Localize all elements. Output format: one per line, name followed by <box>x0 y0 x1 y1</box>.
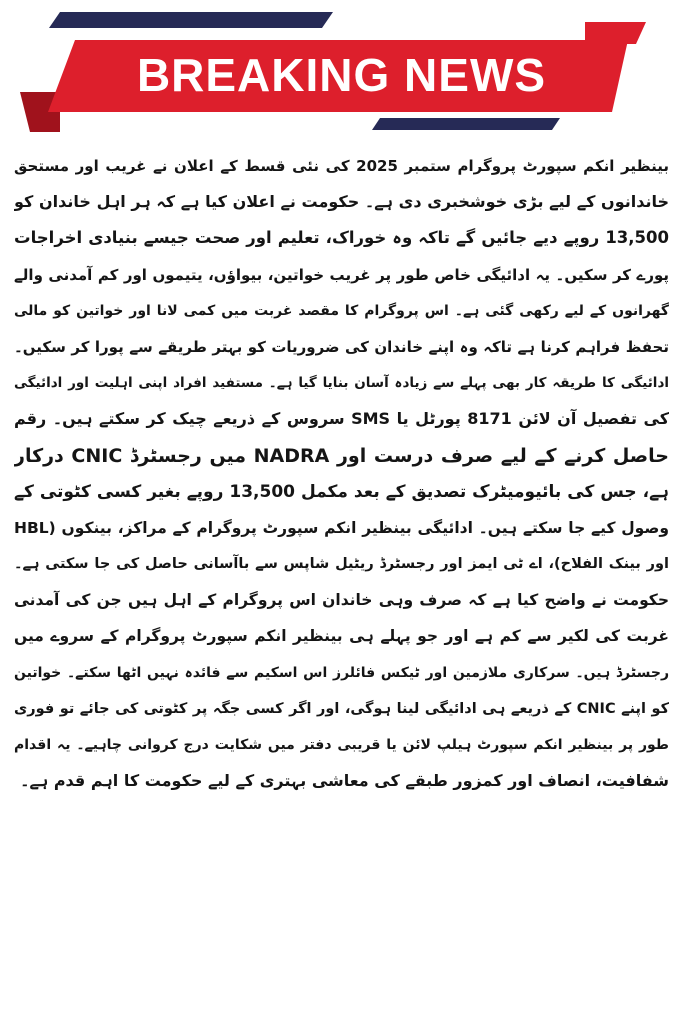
article-line: تحفظ فراہم کرنا ہے تاکہ وہ اپنے خاندان کی ضروریات کو بہتر طریقے سے پورا کر سکیں۔ <box>14 337 669 356</box>
article-line: 13,500 روپے دیے جائیں گے تاکہ وہ خوراک، تعلیم اور صحت جیسے بنیادی اخراجات <box>14 228 669 248</box>
article-line: غربت کی لکیر سے کم ہے اور جو پہلے ہی بینظیر انکم سپورٹ پروگرام کے سروے میں <box>14 627 669 646</box>
banner-navy-bottom-stripe <box>372 118 560 130</box>
article-line: حاصل کرنے کے لیے صرف درست اور NADRA میں رجسٹرڈ CNIC درکار <box>14 444 669 467</box>
article-line: گھرانوں کے لیے رکھی گئی ہے۔ اس پروگرام کا مقصد غربت میں کمی لانا اور خواتین کو مالی <box>14 302 669 319</box>
breaking-news-banner <box>0 0 683 140</box>
article-line: اور بینک الفلاح)، اے ٹی ایمز اور رجسٹرڈ ریٹیل شاپس سے باآسانی حاصل کی جا سکتی ہے۔ <box>14 556 669 573</box>
banner-navy-stripe <box>49 12 333 28</box>
headline: BREAKING NEWS <box>136 49 547 101</box>
article-line: پورے کر سکیں۔ یہ ادائیگی خاص طور پر غریب خواتین، بیواؤں، یتیموں اور کم آمدنی والے <box>14 265 669 284</box>
article-line: شفافیت، انصاف اور کمزور طبقے کی معاشی بہتری کے لیے حکومت کا اہم قدم ہے۔ <box>20 771 669 791</box>
article-line: ہے، جس کی بائیومیٹرک تصدیق کے بعد مکمل 13,500 روپے بغیر کسی کٹوتی کے <box>14 481 669 502</box>
article-body <box>14 148 669 1018</box>
article-line: کی تفصیل آن لائن 8171 پورٹل یا SMS سروس کے ذریعے چیک کر سکتے ہیں۔ رقم <box>14 409 669 429</box>
article-line: کو اپنے CNIC کے ذریعے ہی ادائیگی لینا ہوگی، اور اگر کسی جگہ پر کٹوتی کی جائے تو فوری <box>14 700 669 717</box>
article-line: وصول کیے جا سکتے ہیں۔ ادائیگی بینظیر انکم سپورٹ پروگرام کے مراکز، بینکوں (HBL <box>14 518 669 537</box>
article-line: رجسٹرڈ ہیں۔ سرکاری ملازمین اور ٹیکس فائلرز اس اسکیم سے فائدہ نہیں اٹھا سکتے۔ خواتین <box>14 664 669 681</box>
article-line: خاندانوں کے لیے بڑی خوشخبری دی ہے۔ حکومت نے اعلان کیا ہے کہ ہر اہل خاندان کو <box>14 192 669 212</box>
article-line: حکومت نے واضح کیا ہے کہ صرف وہی خاندان اس پروگرام کے اہل ہیں جن کی آمدنی <box>14 591 669 610</box>
article-line: ادائیگی کا طریقہ کار بھی پہلے سے زیادہ آسان بنایا گیا ہے۔ مستفید افراد اپنی اہلیت اور ادائیگی <box>14 375 669 392</box>
article-line: طور پر بینظیر انکم سپورٹ ہیلپ لائن یا قریبی دفتر میں شکایت درج کروانی چاہیے۔ یہ اقدام <box>14 737 669 753</box>
article-line: بینظیر انکم سپورٹ پروگرام ستمبر 2025 کی نئی قسط کے اعلان نے غریب اور مستحق <box>14 157 669 175</box>
